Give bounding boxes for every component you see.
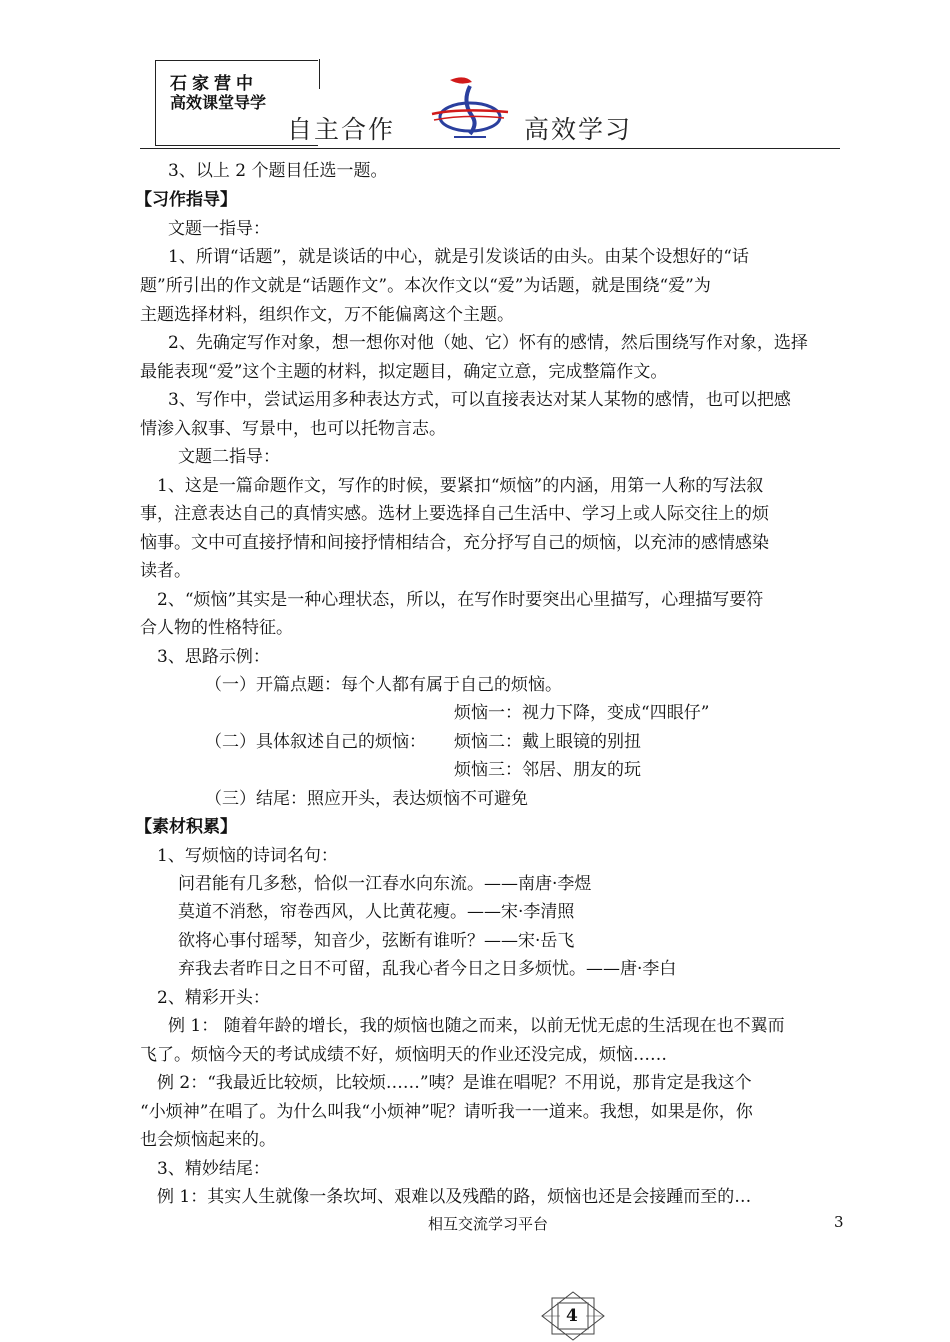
- text-line: 1、这是一篇命题作文，写作的时候，要紧扣“烦恼”的内涵，用第一人称的写法叙: [157, 476, 764, 496]
- text-line: 1、写烦恼的诗词名句：: [157, 846, 338, 866]
- slogan-left: 自主合作: [287, 115, 396, 144]
- footer-platform: 相互交流学习平台: [428, 1215, 549, 1233]
- text-line: 3、思路示例：: [157, 647, 270, 667]
- text-line: 3、写作中，尝试运用多种表达方式，可以直接表达对某人某物的感情，也可以把感: [168, 390, 791, 410]
- text-line: 文题一指导：: [168, 219, 270, 239]
- slogan-right: 高效学习: [524, 115, 633, 144]
- text-line: 情渗入叙事、写景中，也可以托物言志。: [140, 419, 446, 439]
- section-heading: 【习作指导】: [135, 190, 237, 210]
- text-line: 文题二指导：: [178, 447, 280, 467]
- school-subtitle: 高效课堂导学: [170, 93, 267, 112]
- text-line: 合人物的性格特征。: [140, 618, 293, 638]
- text-line: 例 1：其实人生就像一条坎坷、艰难以及残酷的路，烦恼也还是会接踵而至的…: [157, 1187, 752, 1207]
- school-logo-icon: [420, 72, 515, 144]
- outline-subitem: 烦恼一：视力下降，变成“四眼仔”: [454, 703, 710, 723]
- text-line: 1、所谓“话题”，就是谈话的中心，就是引发谈话的由头。由某个设想好的“话: [168, 247, 749, 267]
- text-line: 2、精彩开头：: [157, 988, 270, 1008]
- text-line: 2、先确定写作对象，想一想你对他（她、它）怀有的感情，然后围绕写作对象，选择: [168, 333, 808, 353]
- outline-item: （三）结尾：照应开头，表达烦恼不可避免: [205, 789, 528, 809]
- text-line: 读者。: [140, 561, 191, 581]
- outline-subitem: 烦恼三：邻居、朋友的玩: [454, 760, 641, 780]
- quote-line: 问君能有几多愁，恰似一江春水向东流。——南唐·李煜: [178, 874, 592, 894]
- text-line: 也会烦恼起来的。: [140, 1130, 276, 1150]
- text-line: 3、以上 2 个题目任选一题。: [168, 161, 388, 181]
- quote-line: 莫道不消愁，帘卷西风，人比黄花瘦。——宋·李清照: [178, 902, 575, 922]
- text-line: 事，注意表达自己的真情实感。选材上要选择自己生活中、学习上或人际交往上的烦: [140, 504, 769, 524]
- section-heading: 【素材积累】: [135, 817, 237, 837]
- text-line: 主题选择材料，组织作文，万不能偏离这个主题。: [140, 305, 514, 325]
- outline-item: （二）具体叙述自己的烦恼：: [205, 732, 426, 752]
- text-line: 3、精妙结尾：: [157, 1159, 270, 1179]
- header-divider: [140, 148, 840, 149]
- footer-page-number: 3: [834, 1213, 844, 1231]
- quote-line: 欲将心事付瑶琴，知音少，弦断有谁听？——宋·岳飞: [178, 931, 575, 951]
- text-line: 飞了。烦恼今天的考试成绩不好，烦恼明天的作业还没完成，烦恼……: [140, 1045, 667, 1065]
- text-line: 例 2：“我最近比较烦，比较烦……”咦？是谁在唱呢？不用说，那肯定是我这个: [157, 1073, 752, 1093]
- quote-line: 弃我去者昨日之日不可留，乱我心者今日之日多烦忧。——唐·李白: [178, 959, 677, 979]
- page-badge-number: 4: [566, 1306, 578, 1326]
- text-line: 恼事。文中可直接抒情和间接抒情相结合，充分抒写自己的烦恼，以充沛的感情感染: [140, 533, 769, 553]
- text-line: “小烦神”在唱了。为什么叫我“小烦神”呢？请听我一一道来。我想，如果是你，你: [140, 1102, 753, 1122]
- text-line: 例 1： 随着年龄的增长，我的烦恼也随之而来，以前无忧无虑的生活现在也不翼而: [168, 1016, 785, 1036]
- text-line: 2、“烦恼”其实是一种心理状态，所以，在写作时要突出心里描写，心理描写要符: [157, 590, 764, 610]
- outline-item: （一）开篇点题：每个人都有属于自己的烦恼。: [205, 675, 562, 695]
- school-name: 石家营中: [170, 74, 258, 94]
- outline-subitem: 烦恼二：戴上眼镜的别扭: [454, 732, 641, 752]
- text-line: 最能表现“爱”这个主题的材料，拟定题目，确定立意，完成整篇作文。: [140, 362, 668, 382]
- text-line: 题”所引出的作文就是“话题作文”。本次作文以“爱”为话题，就是围绕“爱”为: [140, 276, 711, 296]
